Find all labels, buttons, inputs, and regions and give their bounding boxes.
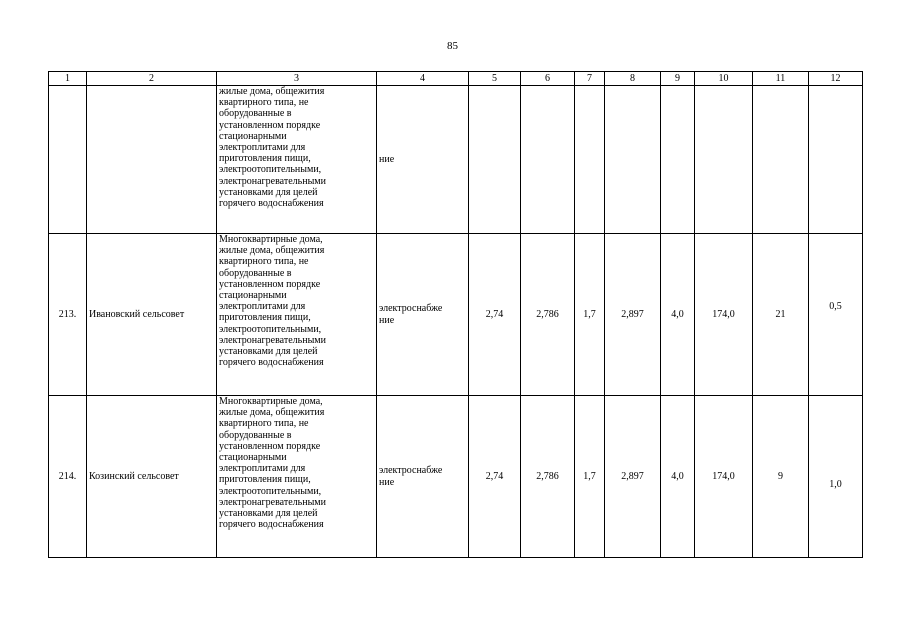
description-line: Многоквартирные дома, xyxy=(219,396,323,407)
column-header: 6 xyxy=(521,72,575,86)
value-cell xyxy=(605,86,661,234)
value-cell: 4,0 xyxy=(661,396,695,558)
value-cell: 2,897 xyxy=(605,396,661,558)
column-header: 3 xyxy=(217,72,377,86)
service-cell xyxy=(377,396,469,558)
value-text: 1,0 xyxy=(829,478,842,490)
value-cell xyxy=(809,234,863,396)
value-cell: 174,0 xyxy=(695,396,753,558)
column-header: 11 xyxy=(753,72,809,86)
description-line: установленном порядке xyxy=(219,119,321,131)
description-line: жилые дома, общежития xyxy=(219,407,325,419)
row-number-cell: 214. xyxy=(49,396,87,558)
column-header: 1 xyxy=(49,72,87,86)
page-number: 85 xyxy=(447,40,458,52)
description-line: стационарными xyxy=(219,290,287,302)
description-line: электронагревательными xyxy=(219,496,326,508)
column-header: 10 xyxy=(695,72,753,86)
municipality-cell: Ивановский сельсовет xyxy=(87,234,217,396)
table-row xyxy=(49,234,863,396)
description-line: электроотопительными, xyxy=(219,164,322,176)
description-line: установленном порядке xyxy=(219,278,321,290)
description-line: горячего водоснабжения xyxy=(219,519,324,531)
description-line: стационарными xyxy=(219,452,287,464)
row-number-cell xyxy=(49,86,87,234)
description-line: квартирного типа, не xyxy=(219,97,309,109)
value-cell: 4,0 xyxy=(661,234,695,396)
value-cell: 21 xyxy=(753,234,809,396)
description-line: оборудованные в xyxy=(219,267,292,279)
description-line: горячего водоснабжения xyxy=(219,357,324,369)
description-line: установками для целей xyxy=(219,346,318,358)
description-line: квартирного типа, не xyxy=(219,418,309,430)
description-line: электроотопительными, xyxy=(219,485,322,497)
description-line: электроплитами для xyxy=(219,142,306,154)
description-line: приготовления пищи, xyxy=(219,153,311,165)
value-cell: 174,0 xyxy=(695,234,753,396)
value-cell xyxy=(521,86,575,234)
municipality-cell xyxy=(87,86,217,234)
table-row xyxy=(49,396,863,558)
value-cell: 2,74 xyxy=(469,234,521,396)
description-line: электроплитами для xyxy=(219,463,306,475)
column-header: 12 xyxy=(809,72,863,86)
column-header: 2 xyxy=(87,72,217,86)
description-line: электроплитами для xyxy=(219,301,306,313)
service-line: ние xyxy=(379,476,395,488)
value-cell: 2,74 xyxy=(469,396,521,558)
municipality-cell: Козинский сельсовет xyxy=(87,396,217,558)
service-line: электроснабже xyxy=(379,303,443,315)
description-cell xyxy=(217,86,377,234)
value-cell: 2,786 xyxy=(521,396,575,558)
value-cell: 1,7 xyxy=(575,234,605,396)
value-cell xyxy=(695,86,753,234)
description-line: установками для целей xyxy=(219,186,318,198)
value-cell: 9 xyxy=(753,396,809,558)
value-cell xyxy=(575,86,605,234)
description-line: горячего водоснабжения xyxy=(219,198,324,210)
description-line: установками для целей xyxy=(219,508,318,520)
description-line: оборудованные в xyxy=(219,429,292,441)
description-line: установленном порядке xyxy=(219,440,321,452)
service-cell xyxy=(377,234,469,396)
description-line: жилые дома, общежития xyxy=(219,245,325,257)
description-line: электронагревательными xyxy=(219,334,326,346)
description-line: приготовления пищи, xyxy=(219,312,311,324)
column-header: 8 xyxy=(605,72,661,86)
service-line: электроснабже xyxy=(379,465,443,477)
continuation-row xyxy=(49,86,863,234)
value-cell xyxy=(469,86,521,234)
column-header: 5 xyxy=(469,72,521,86)
description-cell xyxy=(217,396,377,558)
column-header: 9 xyxy=(661,72,695,86)
column-number-header-row xyxy=(49,72,863,86)
column-header: 4 xyxy=(377,72,469,86)
value-cell: 1,7 xyxy=(575,396,605,558)
value-cell xyxy=(809,86,863,234)
value-cell: 2,897 xyxy=(605,234,661,396)
value-text: 0,5 xyxy=(829,300,842,312)
description-line: стационарными xyxy=(219,130,287,142)
value-cell: 2,786 xyxy=(521,234,575,396)
tariff-table xyxy=(48,71,863,558)
description-line: квартирного типа, не xyxy=(219,256,309,268)
value-cell xyxy=(753,86,809,234)
description-line: приготовления пищи, xyxy=(219,474,311,486)
description-line: Многоквартирные дома, xyxy=(219,234,323,245)
service-cell: ние xyxy=(377,86,469,234)
description-line: оборудованные в xyxy=(219,108,292,120)
column-header: 7 xyxy=(575,72,605,86)
description-line: электроотопительными, xyxy=(219,323,322,335)
service-line: ние xyxy=(379,314,395,326)
row-number-cell: 213. xyxy=(49,234,87,396)
value-cell xyxy=(661,86,695,234)
description-cell xyxy=(217,234,377,396)
value-cell xyxy=(809,396,863,558)
description-line: жилые дома, общежития xyxy=(219,86,325,97)
description-line: электронагревательными xyxy=(219,175,326,187)
